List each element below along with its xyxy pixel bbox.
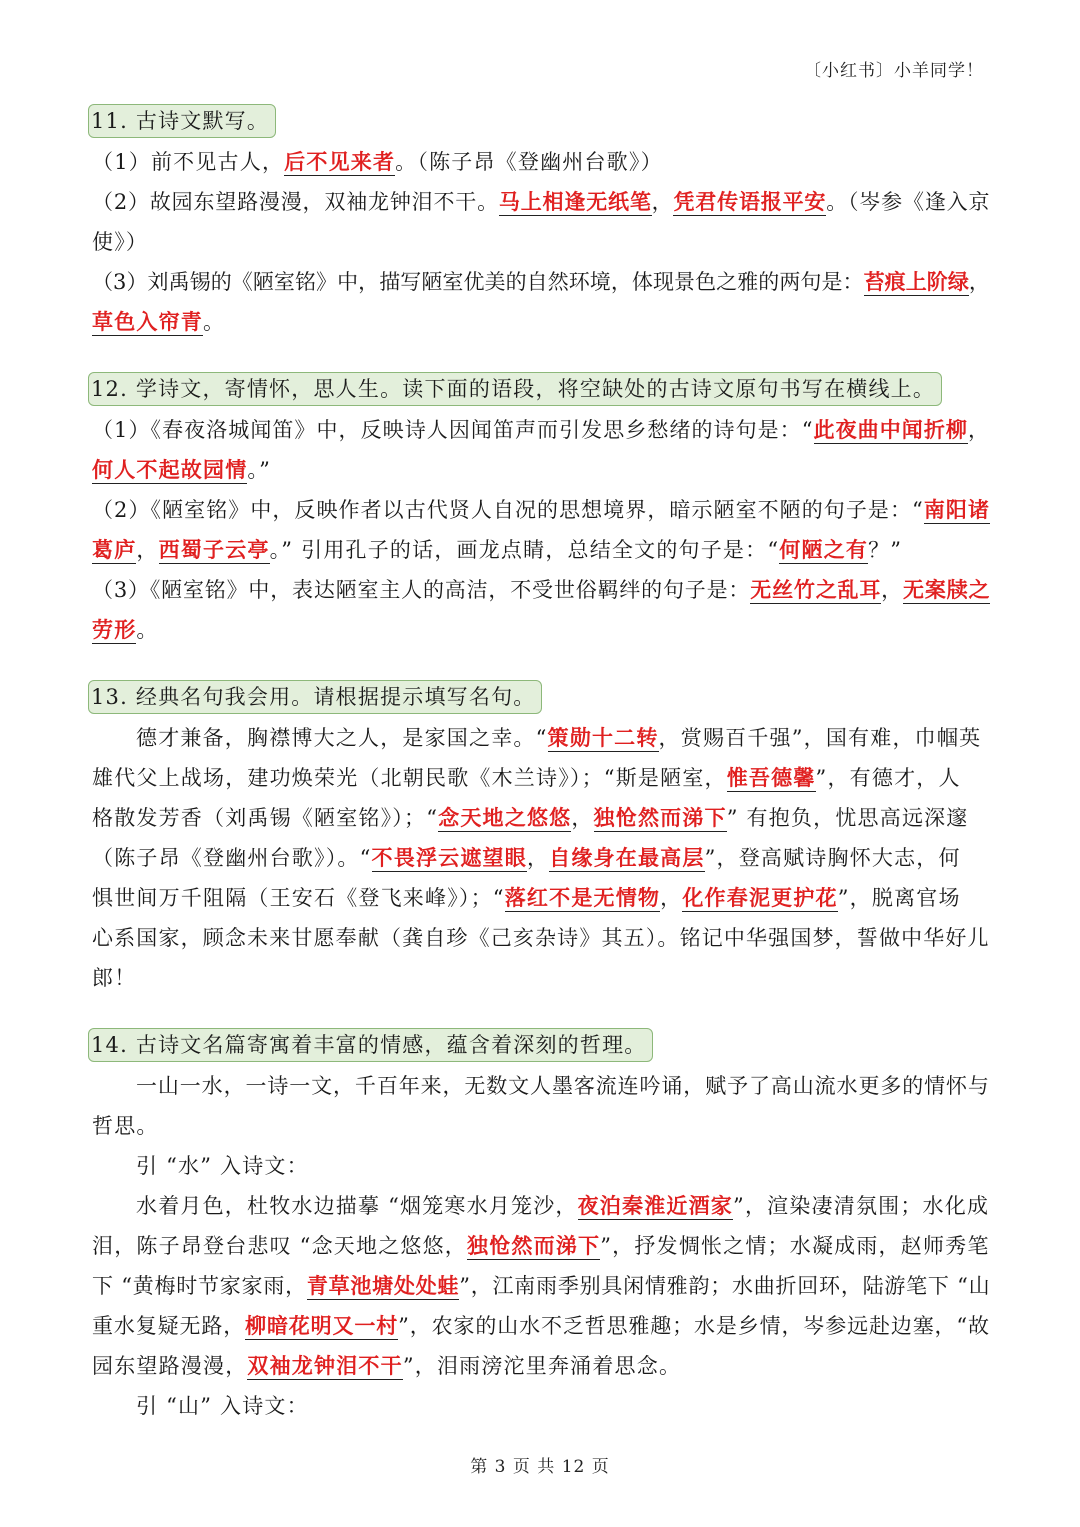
text-line: 引 “山” 入诗文： <box>136 1394 309 1418</box>
text-line: 格散发芳香（刘禹锡《陋室铭》）；“念天地之悠悠，独怆然而涕下” 有抱负，忧思高远深邃 <box>92 805 969 830</box>
question-heading: 12. 学诗文，寄情怀，思人生。读下面的语段，将空缺处的古诗文原句书写在横线上。 <box>88 372 942 406</box>
answer: 落红不是无情物 <box>504 885 661 910</box>
text-line: 惧世间万千阻隔（王安石《登飞来峰》）；“落红不是无情物，化作春泥更护花”，脱离官场 <box>92 885 961 910</box>
answer: 无丝竹之乱耳 <box>750 577 882 602</box>
answer: 马上相逢无纸笔 <box>498 189 652 214</box>
answer: 不畏浮云遮望眼 <box>371 845 527 870</box>
answer: 自缘身在最高层 <box>549 845 705 870</box>
answer: 此夜曲中闻折柳 <box>813 417 968 442</box>
answer: 葛庐 <box>92 537 137 562</box>
answer: 后不见来者 <box>284 149 396 174</box>
text-line: 雄代父上战场，建功焕荣光（北朝民歌《木兰诗》）；“斯是陋室，惟吾德馨”，有德才，人 <box>92 765 961 790</box>
text-line: 心系国家，顾念未来甘愿奉献（龚自珍《己亥杂诗》其五）。铭记中华强国梦，誓做中华好儿 <box>92 926 990 950</box>
text-line: 使》） <box>92 230 149 254</box>
answer: 何人不起故园情 <box>92 457 248 482</box>
answer: 西蜀子云亭 <box>158 537 270 562</box>
text-line: （2）《陋室铭》中，反映作者以古代贤人自况的思想境界，暗示陋室不陋的句子是：“南阳诸 <box>92 497 990 522</box>
question-heading: 11. 古诗文默写。 <box>88 104 276 138</box>
text-line: 葛庐，西蜀子云亭。” 引用孔子的话，画龙点睛，总结全文的句子是：“何陋之有？” <box>92 537 903 562</box>
question-11 <box>92 100 990 342</box>
question-12 <box>92 368 990 650</box>
answer: 苔痕上阶绿 <box>863 269 969 294</box>
text-line: （3）《陋室铭》中，表达陋室主人的高洁，不受世俗羁绊的句子是：无丝竹之乱耳，无案牍之 <box>92 577 991 602</box>
answer: 双袖龙钟泪不干 <box>247 1353 403 1378</box>
page-number: 第 3 页 共 12 页 <box>470 1457 610 1477</box>
answer: 草色入帘青 <box>92 309 203 334</box>
text-line: 何人不起故园情。” <box>92 457 272 482</box>
text-line: 一山一水，一诗一文，千百年来，无数文人墨客流连吟诵，赋予了高山流水更多的情怀与 <box>136 1074 990 1098</box>
question-14 <box>92 1024 990 1426</box>
answer: 独怆然而涕下 <box>467 1233 601 1258</box>
answer: 化作春泥更护花 <box>682 885 838 910</box>
answer: 策勋十二转 <box>547 725 659 750</box>
answer: 南阳诸 <box>923 497 990 522</box>
answer: 无案牍之 <box>903 577 991 602</box>
question-heading: 13. 经典名句我会用。请根据提示填写名句。 <box>88 680 542 714</box>
text-line: 郎！ <box>92 966 137 990</box>
answer: 柳暗花明又一村 <box>245 1313 399 1338</box>
text-line: 重水复疑无路，柳暗花明又一村”，农家的山水不乏哲思雅趣；水是乡情，岑参远赴边塞，“故 <box>92 1313 990 1338</box>
text-line: 泪，陈子昂登台悲叹 “念天地之悠悠，独怆然而涕下”，抒发惆怅之情；水凝成雨，赵师秀笔 <box>92 1233 990 1258</box>
answer: 何陋之有 <box>779 537 869 562</box>
question-heading: 14. 古诗文名篇寄寓着丰富的情感，蕴含着深刻的哲理。 <box>88 1028 653 1062</box>
text-line: 哲思。 <box>92 1114 159 1138</box>
text-line: 园东望路漫漫，双袖龙钟泪不干”，泪雨滂沱里奔涌着思念。 <box>92 1353 682 1378</box>
text-line: 引 “水” 入诗文： <box>136 1154 309 1178</box>
text-line: （陈子昂《登幽州台歌》）。“不畏浮云遮望眼，自缘身在最高层”，登高赋诗胸怀大志，何 <box>92 845 961 870</box>
answer: 独怆然而涕下 <box>593 805 727 830</box>
answer: 惟吾德馨 <box>726 765 816 790</box>
watermark: 〔小红书〕小羊同学！ <box>804 61 984 81</box>
content <box>92 100 990 1452</box>
answer: 青草池塘处处蛙 <box>306 1273 460 1298</box>
text-line: 下 “黄梅时节家家雨，青草池塘处处蛙”，江南雨季别具闲情雅韵；水曲折回环，陆游笔下 “山 <box>92 1273 991 1298</box>
text-line: （1）《春夜洛城闻笛》中，反映诗人因闻笛声而引发思乡愁绪的诗句是：“此夜曲中闻折柳， <box>92 417 991 442</box>
text-line: 草色入帘青。 <box>92 309 226 334</box>
text-line: 劳形。 <box>92 617 159 642</box>
text-line: （2）故园东望路漫漫，双袖龙钟泪不干。马上相逢无纸笔，凭君传语报平安。（岑参《逢入京 <box>92 189 991 214</box>
text-line: 水着月色，杜牧水边描摹 “烟笼寒水月笼沙，夜泊秦淮近酒家”，渲染凄清氛围；水化成 <box>136 1193 990 1218</box>
answer: 夜泊秦淮近酒家 <box>577 1193 734 1218</box>
answer: 劳形 <box>92 617 137 642</box>
text-line: （3）刘禹锡的《陋室铭》中，描写陋室优美的自然环境，体现景色之雅的两句是：苔痕上阶绿， <box>92 269 990 294</box>
text-line: （1）前不见古人，后不见来者。（陈子昂《登幽州台歌》） <box>92 149 663 174</box>
text-line: 德才兼备，胸襟博大之人，是家国之幸。“策勋十二转，赏赐百千强”，国有难，巾帼英 <box>136 725 982 750</box>
answer: 念天地之悠悠 <box>438 805 572 830</box>
question-13 <box>92 676 990 998</box>
answer: 凭君传语报平安 <box>673 189 827 214</box>
